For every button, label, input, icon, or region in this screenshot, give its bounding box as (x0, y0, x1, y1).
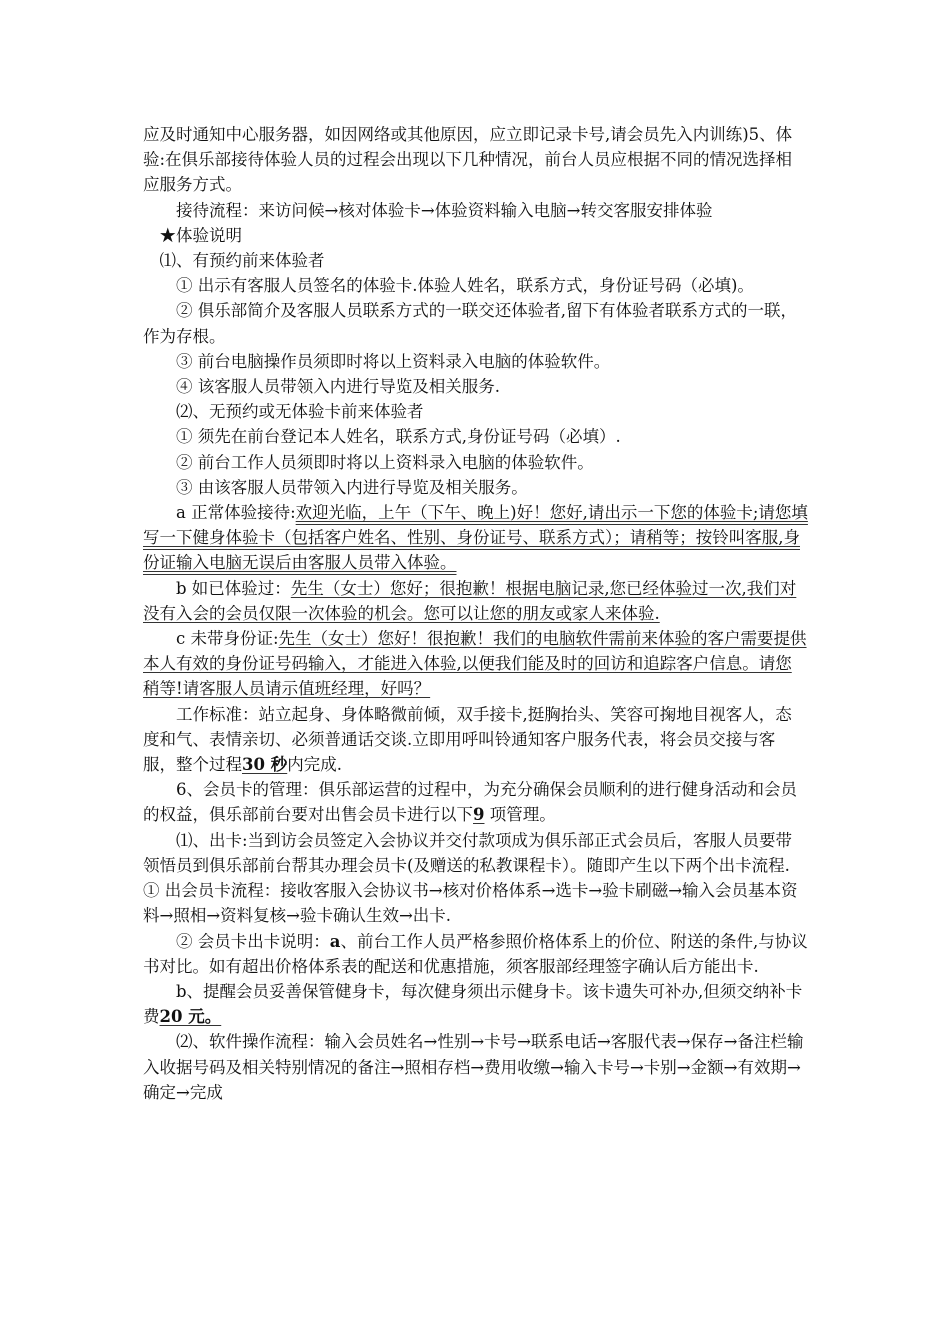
card-management (143, 777, 808, 827)
list-item: ① 出示有客服人员签名的体验卡.体验人姓名，联系方式，身份证号码（必填)。 (176, 276, 754, 296)
list-item: ④ 该客服人员带领入内进行导览及相关服务. (176, 377, 500, 397)
script-label: b 如已体验过： (176, 578, 291, 598)
notes-label: ② 会员卡出卡说明： (176, 931, 330, 951)
script-label: a 正常体验接待: (176, 503, 296, 523)
issue-card-notes (143, 929, 808, 979)
notes-letter: a (329, 931, 341, 951)
work-standard-end: 内完成. (287, 755, 342, 775)
script-label: c 未带身份证: (176, 629, 279, 649)
software-flow: ⑵、软件操作流程：输入会员姓名→性别→卡号→联系电话→客服代表→保存→备注栏输入收据号码及相关特别情况的备注→照相存档→费用收缴→输入卡号→卡别→金额→有效期→确定→完成 (143, 1032, 804, 1102)
script-normal-reception (143, 500, 808, 576)
card-management-end: 项管理。 (484, 805, 556, 825)
list-item: ① 须先在前台登记本人姓名，联系方式,身份证号码（必填）. (176, 427, 621, 447)
issue-card-flow: ① 出会员卡流程：接收客服入会协议书→核对价格体系→选卡→验卡刷磁→输入会员基本资料→照相→资料复核→验卡确认生效→出卡. (143, 881, 798, 926)
work-standard-text: 工作标准：站立起身、身体略微前倾，双手接卡,挺胸抬头、笑容可掬地目视客人，态度和气、表情亲切、必须普通话交谈.立即用呼叫铃通知客户服务代表，将会员交接与客服，整个过程 (143, 704, 792, 775)
issue-card: ⑴、出卡:当到访会员签定入会协议并交付款项成为俱乐部正式会员后，客服人员要带领悟员到俱乐部前台帮其办理会员卡(及赠送的私教课程卡）。随即产生以下两个出卡流程. (143, 830, 793, 875)
notes-text: 、前台工作人员严格参照价格体系上的价位、附送的条件,与协议书对比。如有超出价格体系表的配送和优惠措施，须客服部经理签字确认后方能出卡. (143, 931, 808, 976)
script-no-id (143, 626, 808, 702)
section-heading-experience: ★体验说明 (159, 225, 242, 245)
list-item: ③ 由该客服人员带领入内进行导览及相关服务。 (176, 477, 528, 497)
document-page (143, 122, 808, 1105)
script-text: 先生（女士）您好；很抱歉！根据电脑记录,您已经体验过一次,我们对没有入会的会员仅限一次体验的机会。您可以让您的朋友或家人来体验. (143, 578, 797, 623)
item-count: 9 (473, 805, 485, 825)
paragraph: 应及时通知中心服务器，如因网络或其他原因，应立即记录卡号,请会员先入内训练)5、体验:在俱乐部接待体验人员的过程会出现以下几种情况，前台人员应根据不同的情况选择相应服务方式。 (143, 125, 793, 195)
script-already-experienced (143, 576, 808, 626)
list-item: ② 俱乐部简介及客服人员联系方式的一联交还体验者,留下有体验者联系方式的一联，作为存根。 (143, 301, 797, 346)
work-standard (143, 702, 808, 778)
subsection-heading: ⑵、无预约或无体验卡前来体验者 (176, 402, 424, 422)
list-item: ③ 前台电脑操作员须即时将以上资料录入电脑的体验软件。 (176, 351, 611, 371)
time-limit: 30 秒 (242, 755, 288, 775)
reception-flow: 接待流程：来访问候→核对体验卡→体验资料输入电脑→转交客服安排体验 (176, 200, 713, 220)
card-management-text: 6、会员卡的管理：俱乐部运营的过程中，为充分确保会员顺利的进行健身活动和会员的权益，俱乐部前台要对出售会员卡进行以下 (143, 780, 797, 825)
replacement-fee: 20 元。 (159, 1007, 222, 1027)
card-loss-text: b、提醒会员妥善保管健身卡，每次健身须出示健身卡。该卡遗失可补办,但须交纳补卡费 (143, 981, 803, 1027)
list-item: ② 前台工作人员须即时将以上资料录入电脑的体验软件。 (176, 452, 594, 472)
script-text: 先生（女士）您好！很抱歉！我们的电脑软件需前来体验的客户需要提供本人有效的身份证号码输入，才能进入体验,以便我们能及时的回访和追踪客户信息。请您稍等!请客服人员请示值班经理，好吗？ (143, 629, 807, 699)
script-text: 欢迎光临，上午（下午、晚上)好！您好,请出示一下您的体验卡;请您填写一下健身体验卡（包括客户姓名、性别、身份证号、联系方式）；请稍等；按铃叫客服,身份证输入电脑无误后由客服人员带入体验。 (143, 503, 808, 573)
card-loss-note (143, 979, 808, 1029)
subsection-heading: ⑴、有预约前来体验者 (159, 251, 325, 271)
